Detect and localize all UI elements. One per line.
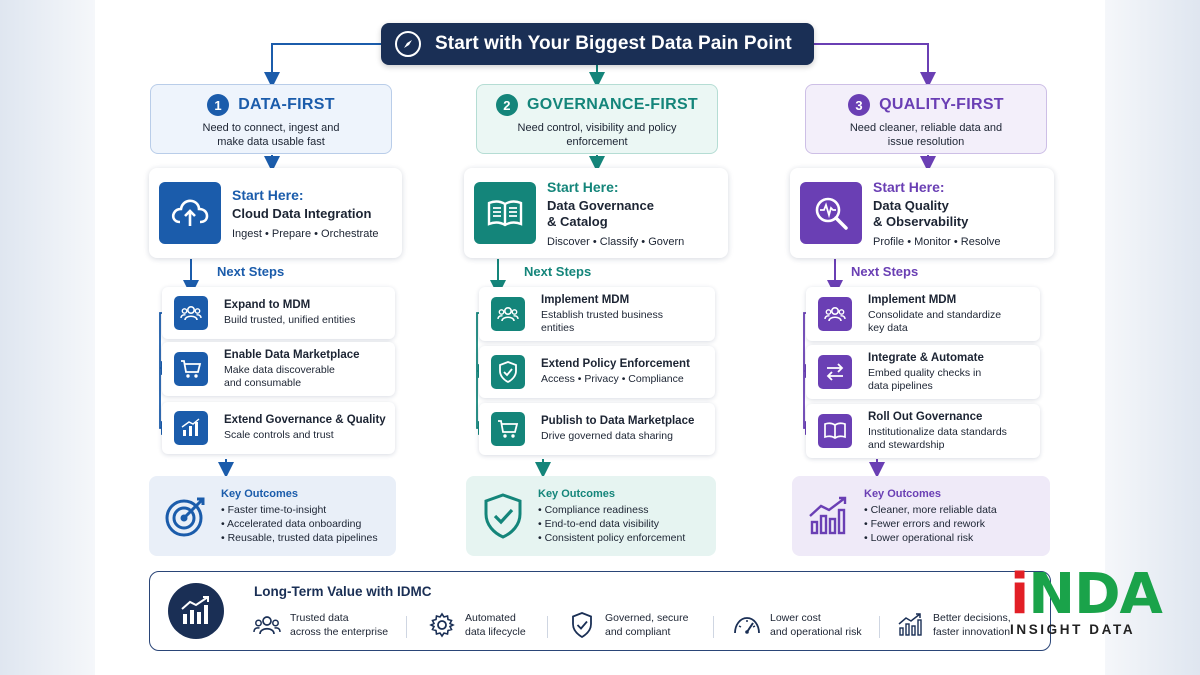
outcome-item: • Reusable, trusted data pipelines [221,531,378,545]
users-icon [252,610,282,640]
value-better-decisions [895,610,1011,640]
divider [406,616,407,638]
outcome-item: • Compliance readiness [538,503,685,517]
compass-icon [395,31,421,57]
value-automated [427,610,526,640]
divider [713,616,714,638]
value-lower-cost [732,610,862,640]
outcomes-title: Key Outcomes [221,487,299,500]
key-outcomes-governance-first [466,476,716,556]
step-desc-line2: and stewardship [868,438,945,451]
step-title: Implement MDM [541,293,630,306]
key-outcomes-data-first [149,476,396,556]
start-here-sub: Discover • Classify • Govern [547,235,685,248]
value-line2: and operational risk [770,626,862,638]
start-here-label: Start Here: [232,186,304,203]
outcome-item: • Cleaner, more reliable data [864,503,997,517]
shield-check-icon [567,610,597,640]
next-steps-label: Next Steps [524,264,592,279]
value-line1: Automated [465,612,516,624]
start-here-data-governance [464,168,728,258]
path-title: DATA-FIRST [238,96,335,113]
value-line2: data lifecycle [465,626,526,638]
value-line1: Lower cost [770,612,821,624]
path-data-first [150,84,392,154]
outcomes-title: Key Outcomes [538,487,616,500]
value-line2: faster innovation [933,626,1011,638]
start-here-name-line2: & Catalog [547,213,608,229]
start-here-label: Start Here: [547,178,619,195]
key-outcomes-quality-first [792,476,1050,556]
logo-tagline: INSIGHT DATA [1010,622,1136,637]
outcome-item: • End-to-end data visibility [538,517,685,531]
book-icon [818,414,852,448]
bar-chart-icon [174,411,208,445]
outcome-item: • Fewer errors and rework [864,517,997,531]
step-desc: Access • Privacy • Compliance [541,373,684,385]
step-implement-mdm [479,287,715,341]
gauge-icon [732,610,762,640]
magnifier-pulse-icon [800,182,862,244]
value-line2: across the enterprise [290,626,389,638]
next-steps-label: Next Steps [217,264,285,279]
divider [879,616,880,638]
start-here-name-line2: & Observability [873,213,969,229]
path-desc: Need to connect, ingest and make data usable fast [202,122,340,148]
next-steps-label: Next Steps [851,264,919,279]
divider [547,616,548,638]
start-here-name: Cloud Data Integration [232,205,372,221]
path-title: QUALITY-FIRST [879,96,1004,113]
step-desc: Build trusted, unified entities [224,314,356,326]
step-desc-line2: key data [868,321,908,334]
step-title: Integrate & Automate [868,351,984,364]
step-desc-line1: Consolidate and standardize [868,308,1002,321]
step-title: Publish to Data Marketplace [541,415,695,427]
growth-chart-icon [168,583,224,639]
value-governed [567,610,688,640]
step-expand-to-mdm [162,287,395,339]
start-here-sub: Profile • Monitor • Resolve [873,235,1001,248]
value-trusted-data [252,610,388,640]
path-quality-first [805,84,1047,154]
step-extend-policy-enforcement [479,346,715,398]
value-line1: Better decisions, [933,612,1011,624]
outcome-item: • Faster time-to-insight [221,503,378,517]
start-here-sub: Ingest • Prepare • Orchestrate [232,227,379,240]
long-term-value-panel [149,571,1051,651]
step-desc: Drive governed data sharing [541,430,673,442]
step-title: Extend Policy Enforcement [541,358,690,370]
start-here-name-line1: Data Quality [873,197,949,213]
path-desc: Need control, visibility and policy enforcement [517,122,677,148]
outcome-item: • Accelerated data onboarding [221,517,378,531]
logo-letters: NDA [1028,562,1162,627]
step-title: Expand to MDM [224,299,311,311]
step-desc-line2: entities [541,321,575,334]
step-title: Implement MDM [868,293,957,306]
shield-check-icon [491,355,525,389]
cart-icon [174,352,208,386]
step-title: Roll Out Governance [868,410,983,423]
step-publish-to-data-marketplace [479,403,715,455]
step-title: Enable Data Marketplace [224,348,360,361]
users-icon [491,297,525,331]
start-here-label: Start Here: [873,178,945,195]
step-extend-governance-quality [162,402,395,454]
path-desc: Need cleaner, reliable data and issue resolution [849,122,1003,148]
target-icon [163,493,209,539]
outcomes-title: Key Outcomes [864,487,942,500]
long-term-title: Long-Term Value with IDMC [254,584,432,599]
banner-title: Start with Your Biggest Data Pain Point [435,33,792,54]
step-implement-mdm [806,287,1040,341]
gear-icon [427,610,457,640]
cloud-upload-icon [159,182,221,244]
background-left [0,0,95,675]
path-number: 1 [207,94,229,116]
start-here-name-line1: Data Governance [547,197,654,213]
start-here-data-quality [790,168,1054,258]
outcome-item: • Consistent policy enforcement [538,531,685,545]
value-line1: Trusted data [290,612,349,624]
shield-check-icon [480,493,526,539]
step-enable-data-marketplace [162,342,395,396]
step-desc-line1: Establish trusted business [541,308,663,321]
inda-logo [1010,562,1180,644]
growth-chart-icon [806,493,852,539]
step-desc: Scale controls and trust [224,429,334,441]
arrows-swap-icon [818,355,852,389]
path-number: 3 [848,94,870,116]
logo-letter-i: i [1010,562,1029,627]
value-line1: Governed, secure [605,612,689,624]
step-desc-line2: data pipelines [868,379,933,392]
step-desc-line2: and consumable [224,376,302,389]
bar-chart-icon [895,610,925,640]
step-desc-line1: Institutionalize data standards [868,425,1007,438]
step-title: Extend Governance & Quality [224,414,386,426]
path-title: GOVERNANCE-FIRST [526,96,699,113]
path-number: 2 [496,94,518,116]
title-banner [381,23,814,65]
step-desc-line1: Embed quality checks in [868,366,982,379]
step-roll-out-governance [806,404,1040,458]
step-integrate-automate [806,345,1040,399]
start-here-cloud-data-integration [149,168,402,258]
open-book-icon [474,182,536,244]
cart-icon [491,412,525,446]
step-desc-line1: Make data discoverable [224,363,335,376]
users-icon [818,297,852,331]
outcome-item: • Lower operational risk [864,531,997,545]
path-governance-first [476,84,718,154]
users-icon [174,296,208,330]
value-line2: and compliant [605,626,671,638]
